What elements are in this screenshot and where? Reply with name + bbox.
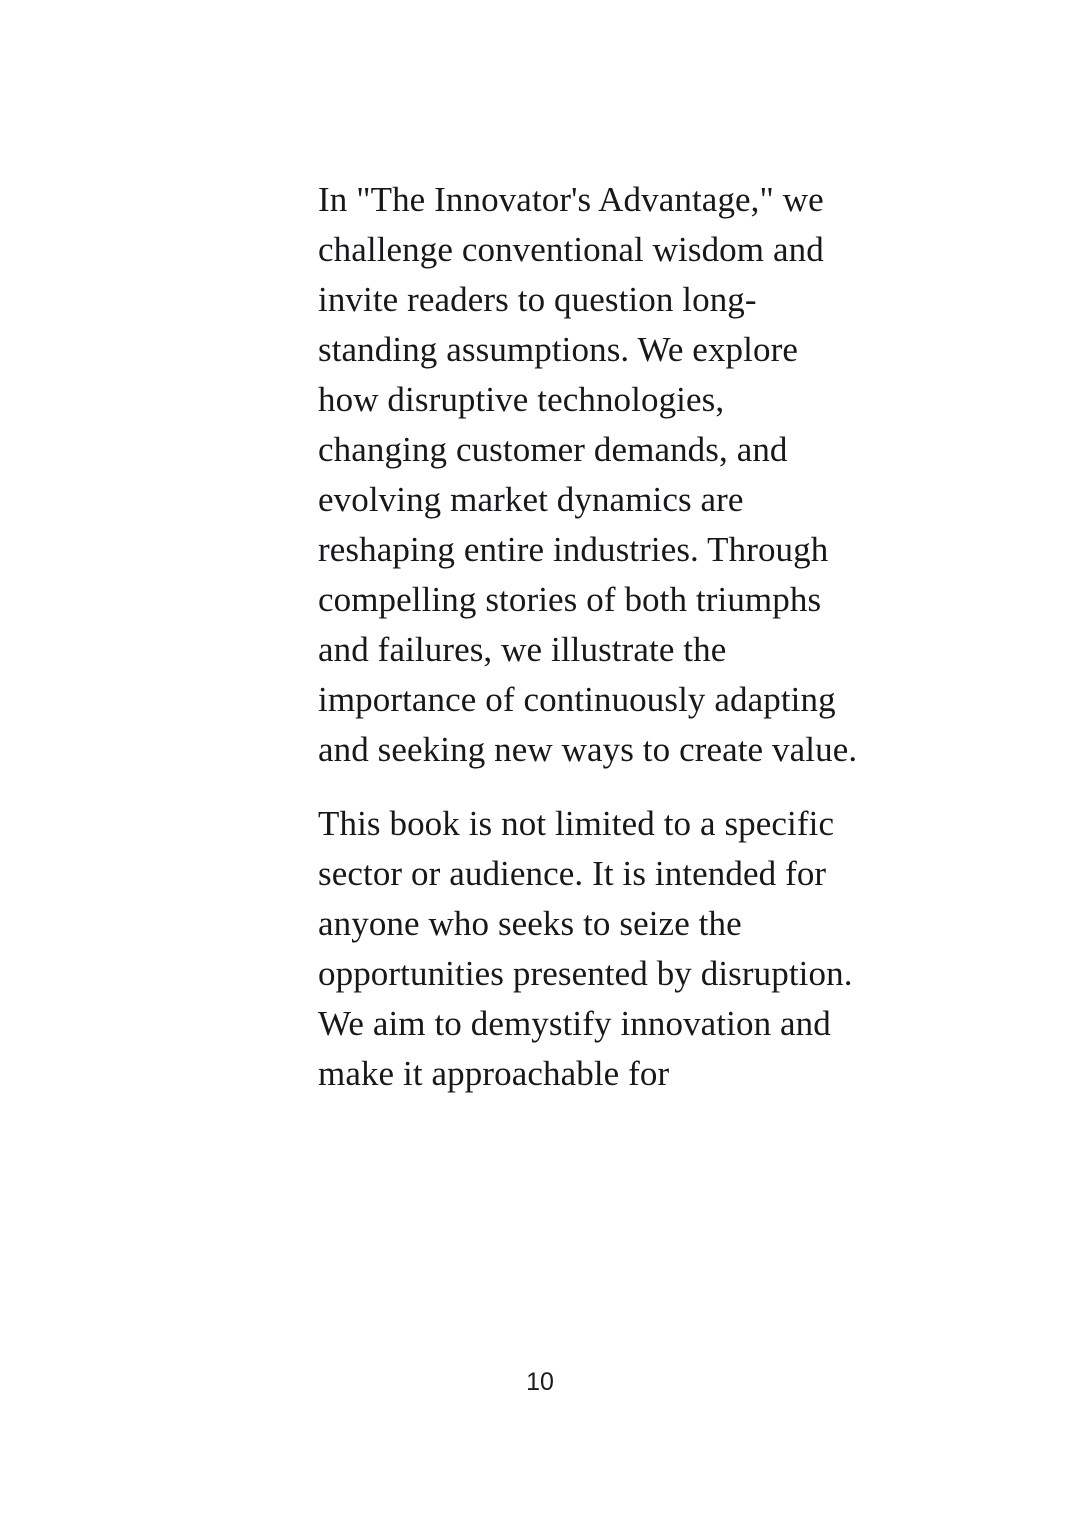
paragraph: In "The Innovator's Advantage," we challenge conventional wisdom and invite readers to question long-standing assumptions. We explore how disruptive technologies, changing customer demands, and evolving market dynamics are reshaping entire industries. Through compelling stories of both triumphs and failures, we illustrate the importance of continuously adapting and seeking new ways to create value. [318, 180, 858, 769]
page-text-column [318, 175, 858, 1099]
page-number: 10 [526, 1368, 554, 1396]
paragraph: This book is not limited to a specific sector or audience. It is intended for anyone who seeks to seize the opportunities presented by disruption. We aim to demystify innovation and make it approachable for [318, 804, 853, 1093]
